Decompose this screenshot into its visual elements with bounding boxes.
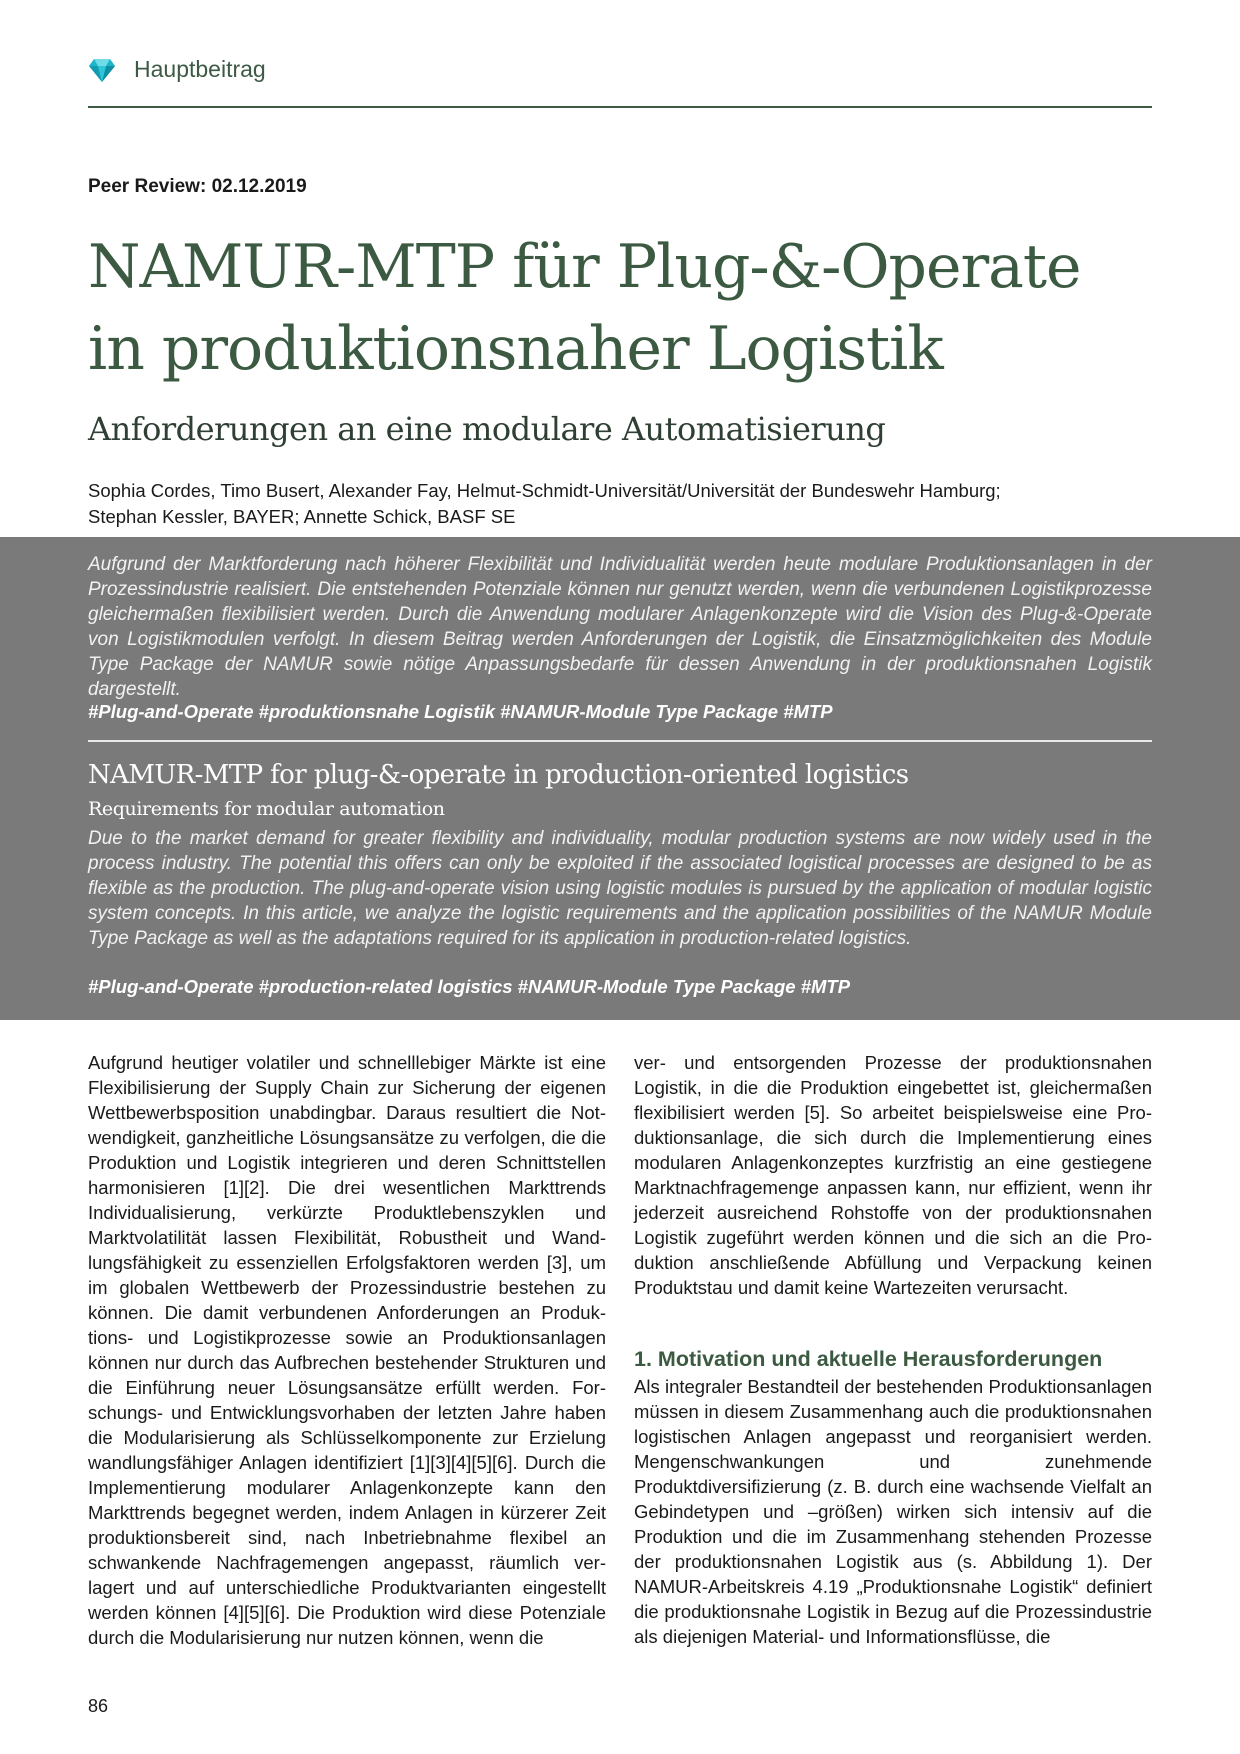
english-subtitle: Requirements for modular automation <box>88 798 445 820</box>
abstract-english: Due to the market demand for greater flexibility and individuality, modular production systems are now widely used in the process industry. The potential this offers can only be exploited if the associated logistical processes are designed to be as flexible as the production. The plug-and-operate vision using logistic modules is pursued by the application of modular logistic system concepts. In this article, we analyze the logistic requirements and the application possibilities of the NAMUR Module Type Package as well as the adaptations required for its application in production-related logistics. <box>88 828 1152 949</box>
diamond-icon <box>88 56 116 84</box>
keywords-german: #Plug-and-Operate #produktionsnahe Logistik #NAMUR-Module Type Package #MTP <box>88 701 833 722</box>
authors-line-1: Sophia Cordes, Timo Busert, Alexander Fay, Helmut-Schmidt-Universität/Universität der Bundeswehr Hamburg; <box>88 480 1001 501</box>
body-column-right <box>634 1050 1152 1649</box>
body-paragraph: Als integraler Bestandteil der bestehenden Produktionsanlagen müssen in diesem Zusammenhang auch die produktionsnahen logistischen Anlagen angepasst und reorganisiert werden. Mengenschwankungen und zunehmende Produktdiversifizierung (z. B. durch eine wachsende Vielfalt an Gebindetypen und –größen) wirken sich intensiv auf die Produktion und die im Zusammenhang stehenden Prozesse der produktionsnahen Logistik aus (s. Abbildung 1). Der NAMUR-Arbeitskreis 4.19 „Produktionsnahe Logistik“ definiert die produktionsnahe Logistik in Bezug auf die Prozessindustrie als diejenigen Material- und Informationsflüsse, die <box>634 1376 1152 1647</box>
body-paragraph: Aufgrund heutiger volatiler und schnelllebiger Märkte ist eine Flexibilisierung der Supply Chain zur Sicherung der eigenen Wettbewerbsposition unabdingbar. Daraus resultiert die Notwendigkeit, ganzheitliche Lösungsansätze zu verfolgen, die die Produktion und Logistik integrieren und deren Schnittstellen harmonisieren [1][2]. Die drei wesentlichen Markttrends Individualisierung, verkürzte Produktlebenszyklen und Marktvolatilität lassen Flexibilität, Robustheit und Wandlungsfähigkeit zu essenziellen Erfolgsfaktoren werden [3], um im globalen Wettbewerb der Prozessindustrie bestehen zu können. Die damit verbundenen Anforderungen an Produktions- und Logistikprozesse sowie an Produktionsanlagen können nur durch das Aufbrechen bestehender Strukturen und die Einführung neuer Lösungsansätze erfüllt werden. Forschungs- und Entwicklungsvorhaben der letzten Jahre haben die Modularisierung als Schlüsselkomponente zur Erzielung wandlungsfähiger Anlagen identifiziert [1][3][4][5][6]. Durch die Implementierung modularer Anlagenkonzepte kann den Markttrends begegnet werden, indem Anlagen in kürzerer Zeit produktionsbereit sind, nach Inbetriebnahme flexibel an schwankende Nachfragemengen angepasst, räumlich verlagert und auf unterschiedliche Produktvarianten eingestellt werden können [4][5][6]. Die Produktion wird diese Potenziale durch die Modularisierung nur nutzen können, wenn die <box>88 1052 606 1648</box>
authors-line-2: Stephan Kessler, BAYER; Annette Schick, BASF SE <box>88 506 516 527</box>
abstract-divider <box>88 740 1152 742</box>
peer-review-date: Peer Review: 02.12.2019 <box>88 176 307 197</box>
section-label: Hauptbeitrag <box>134 56 266 82</box>
english-title: NAMUR-MTP for plug-&-operate in production-oriented logistics <box>88 760 909 790</box>
body-paragraph: ver- und entsorgenden Prozesse der produktionsnahen Logistik, in die die Produktion eingebettet ist, gleichermaßen flexibilisiert werden [5]. So arbeitet beispielsweise eine Produktionsanlage, die sich durch die Implementierung eines modularen Anlagenkonzeptes kurzfristig an eine gestiegene Marktnachfragemenge anpassen kann, nur effizient, wenn ihr jederzeit ausreichend Rohstoffe von der produktionsnahen Logistik zugeführt werden können und die sich an die Produktion anschließende Abfüllung und Verpackung keinen Produktstau und damit keine Wartezeiten verursacht. <box>634 1052 1152 1298</box>
keywords-english: #Plug-and-Operate #production-related logistics #NAMUR-Module Type Package #MTP <box>88 976 851 997</box>
article-title <box>88 226 1168 390</box>
body-column-left <box>88 1050 606 1650</box>
article-subtitle: Anforderungen an eine modulare Automatisierung <box>88 410 886 448</box>
title-line-2: in produktionsnaher Logistik <box>88 314 943 384</box>
abstract-german: Aufgrund der Marktforderung nach höherer Flexibilität und Individualität werden heute modulare Produktionsanlagen in der Prozessindustrie realisiert. Die entstehenden Potenziale können nur genutzt werden, wenn die verbundenen Logistikprozesse gleichermaßen flexibilisiert werden. Durch die Anwendung modularer Anlagenkonzepte wird die Vision des Plug-&-Operate von Logistikmodulen verfolgt. In diesem Beitrag werden Anforderungen der Logistik, die Einsatzmöglichkeiten des Module Type Package der NAMUR sowie nötige Anpassungsbedarfe für dessen Anwendung in der produktionsnahen Logistik dargestellt. <box>88 554 1152 700</box>
page-header <box>88 54 1152 108</box>
page-number: 86 <box>88 1696 109 1716</box>
authors <box>88 478 1158 530</box>
title-line-1: NAMUR-MTP für Plug-&-Operate <box>88 232 1081 302</box>
section-heading: 1. Motivation und aktuelle Herausforderungen <box>634 1347 1103 1371</box>
